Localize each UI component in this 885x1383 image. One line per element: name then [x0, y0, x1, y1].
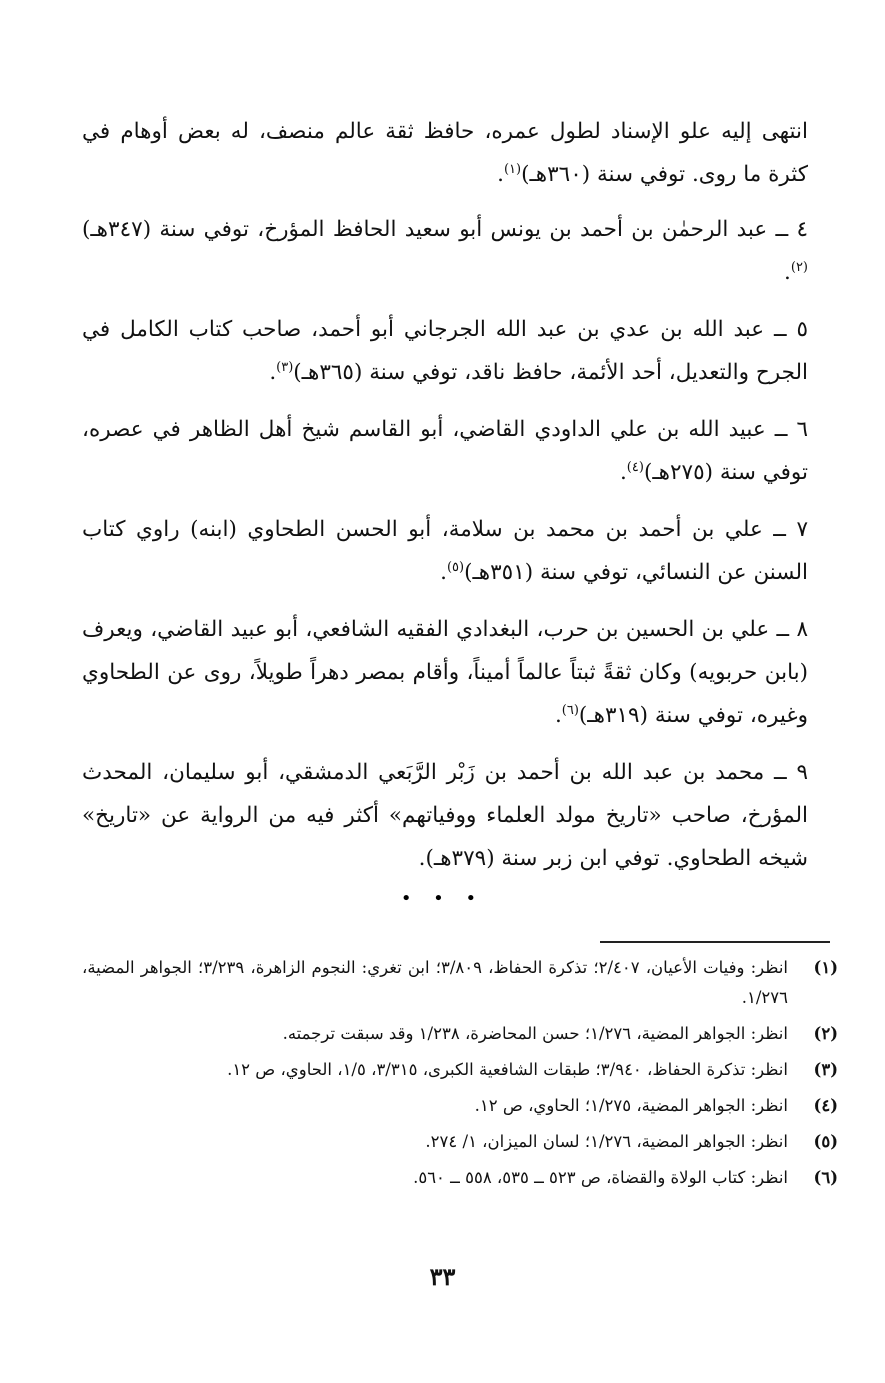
footnote-number: (٢): [813, 1024, 838, 1043]
paragraph-text: ٩ ــ محمد بن عبد الله بن أحمد بن زَبْر الرَّبَعي الدمشقي، أبو سليمان، المحدث المؤرخ، صاحب «تاريخ مولد العلماء ووفياتهم» أكثر فيه من الرواية عن «تاريخ» شيخه الطحاوي. توفي ابن زبر سنة (٣٧٩هـ).: [82, 760, 808, 871]
paragraph-text: ٨ ــ علي بن الحسين بن حرب، البغدادي الفقيه الشافعي، أبو عبيد القاضي، ويعرف (بابن حربويه) وكان ثقةً ثبتاً عالماً أميناً، وأقام بمصر دهراً طويلاً، روى عن الطحاوي وغيره، توفي سنة (٣١٩هـ): [82, 617, 808, 728]
entry-6: ٦ ــ عبيد الله بن علي الداودي القاضي، أبو القاسم شيخ أهل الظاهر في عصره، توفي سنة (٢٧٥هـ)$^{(٤)}$.: [82, 417, 808, 485]
paragraph-1: انتهى إليه علو الإسناد لطول عمره، حافظ ثقة عالم منصف، له بعض أوهام في كثرة ما روى. توفي سنة (٣٦٠هـ)$^{(١)}$.: [82, 119, 808, 187]
footnotes: [82, 953, 838, 1199]
footnote-5: [82, 1127, 838, 1157]
entry-9: [82, 751, 808, 880]
paragraph-text: ٦ ــ عبيد الله بن علي الداودي القاضي، أبو القاسم شيخ أهل الظاهر في عصره، توفي سنة (٢٧٥هـ): [82, 417, 808, 485]
footnote-ref[interactable]: (٤): [626, 459, 644, 475]
paragraph-text: ٤ ــ عبد الرحمٰن بن أحمد بن يونس أبو سعيد الحافظ المؤرخ، توفي سنة (٣٤٧هـ): [82, 217, 808, 242]
footnote-6: [82, 1163, 838, 1193]
footnote-ref[interactable]: (٦): [561, 702, 579, 718]
footnote-text: انظر: الجواهر المضية، ١/٢٧٥؛ الحاوي، ص ١٢.: [474, 1096, 788, 1115]
section-separator: • • •: [400, 888, 485, 909]
page-number: ٣٣: [429, 1262, 456, 1291]
footnote-ref[interactable]: (٢): [790, 259, 808, 275]
footnote-ref[interactable]: (٥): [446, 559, 465, 575]
footnote-text: انظر: تذكرة الحفاظ، ٣/٩٤٠؛ طبقات الشافعية الكبرى، ٣/٣١٥، ١/٥، الحاوي، ص ١٢.: [227, 1060, 788, 1079]
footnote-number: (٤): [813, 1096, 838, 1115]
footnote-number: (٥): [813, 1132, 838, 1151]
footnote-text: انظر: الجواهر المضية، ١/٢٧٦؛ لسان الميزان، ١/ ٢٧٤.: [425, 1132, 788, 1151]
paragraph-text: ٧ ــ علي بن أحمد بن محمد بن سلامة، أبو الحسن الطحاوي (ابنه) راوي كتاب السنن عن النسائي، توفي سنة (٣٥١هـ): [82, 517, 808, 585]
footnote-text: انظر: الجواهر المضية، ١/٢٧٦؛ حسن المحاضرة، ١/٢٣٨ وقد سبقت ترجمته.: [282, 1024, 788, 1043]
footnote-3: [82, 1055, 838, 1085]
footnote-number: (٦): [813, 1168, 838, 1187]
footnote-ref[interactable]: (٣): [276, 359, 294, 375]
paragraph-text: ٥ ــ عبد الله بن عدي بن عبد الله الجرجاني أبو أحمد، صاحب كتاب الكامل في الجرح والتعديل، أحد الأئمة، حافظ ناقد، توفي سنة (٣٦٥هـ): [82, 317, 808, 385]
footnote-ref[interactable]: (١): [503, 161, 522, 177]
footnote-text: انظر: وفيات الأعيان، ٢/٤٠٧؛ تذكرة الحفاظ، ٣/٨٠٩؛ ابن تغري: النجوم الزاهرة، ٣/٢٣٩؛ الجواهر المضية، ١/٢٧٦.: [82, 958, 788, 1007]
footnote-text: انظر: كتاب الولاة والقضاة، ص ٥٢٣ ــ ٥٣٥، ٥٥٨ ــ ٥٦٠.: [413, 1168, 788, 1187]
entry-5: ٥ ــ عبد الله بن عدي بن عبد الله الجرجاني أبو أحمد، صاحب كتاب الكامل في الجرح والتعديل، أحد الأئمة، حافظ ناقد، توفي سنة (٣٦٥هـ)$^{(٣)}$.: [82, 317, 808, 385]
entry-8: ٨ ــ علي بن الحسين بن حرب، البغدادي الفقيه الشافعي، أبو عبيد القاضي، ويعرف (بابن حربويه) وكان ثقةً ثبتاً عالماً أميناً، وأقام بمصر دهراً طويلاً، روى عن الطحاوي وغيره، توفي سنة (٣١٩هـ)$^{(٦)}$.: [82, 617, 808, 728]
footnote-number: (١): [813, 958, 838, 977]
footnote-1: [82, 953, 838, 1013]
paragraph-text: انتهى إليه علو الإسناد لطول عمره، حافظ ثقة عالم منصف، له بعض أوهام في كثرة ما روى. توفي سنة (٣٦٠هـ): [82, 119, 808, 187]
footnote-4: [82, 1091, 838, 1121]
main-text: [82, 110, 808, 894]
footnote-divider: [600, 941, 830, 943]
entry-4: ٤ ــ عبد الرحمٰن بن أحمد بن يونس أبو سعيد الحافظ المؤرخ، توفي سنة (٣٤٧هـ)$^{(٢)}$.: [82, 217, 808, 285]
footnote-number: (٣): [813, 1060, 838, 1079]
footnote-2: [82, 1019, 838, 1049]
entry-7: ٧ ــ علي بن أحمد بن محمد بن سلامة، أبو الحسن الطحاوي (ابنه) راوي كتاب السنن عن النسائي، توفي سنة (٣٥١هـ)$^{(٥)}$.: [82, 517, 808, 585]
